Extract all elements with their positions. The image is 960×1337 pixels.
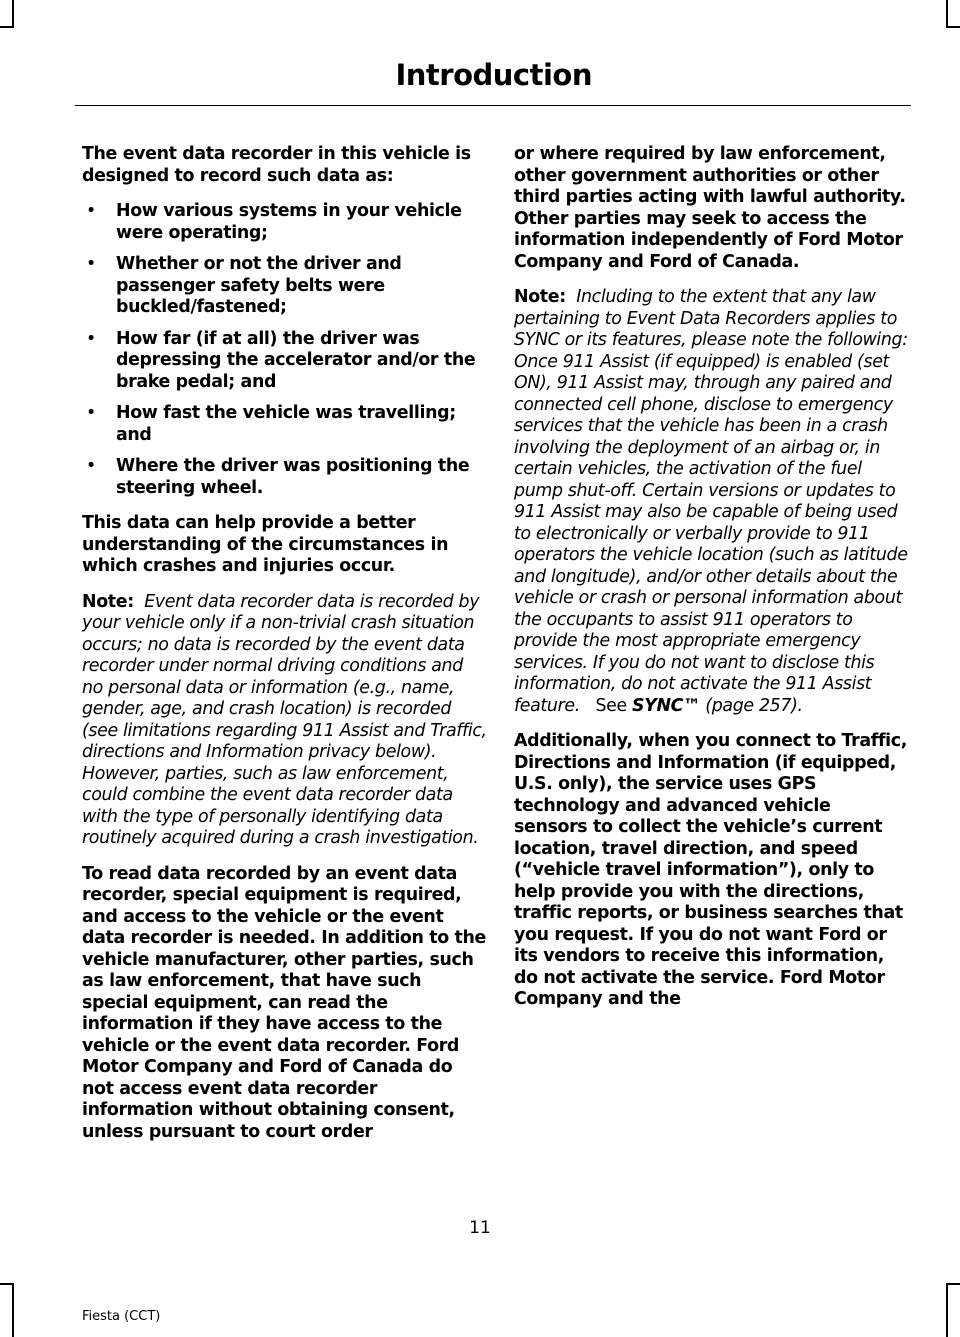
traffic-paragraph: Additionally, when you connect to Traffic, Directions and Information (if equipped, U.S. only), the service uses GPS technology and advanced vehicle sensors to collect the vehicle’s current location, travel direction, and speed (“vehicle travel information”), only to help provide you with the directions, traffic reports, or business searches that you request. If you do not want Ford or its vendors to receive this information, do not activate the service. Ford Motor Company and the: [514, 731, 907, 1009]
crop-mark: [946, 0, 948, 27]
bullet-icon: •: [86, 201, 96, 221]
understanding-paragraph: This data can help provide a better understanding of the circumstances in which crashes and injuries occur.: [82, 513, 449, 576]
bullet-icon: •: [86, 328, 96, 349]
list-item: • How far (if at all) the driver was depressing the accelerator and/or the brake pedal; and: [86, 328, 476, 392]
crop-mark: [946, 1283, 948, 1337]
page-reference: (page 257).: [705, 695, 803, 716]
crop-mark: [946, 1283, 960, 1285]
list-item: • How fast the vehicle was travelling; and: [86, 403, 456, 445]
footer-label: Fiesta (CCT): [82, 1309, 161, 1324]
recorded-data-list: [82, 201, 487, 499]
page-title: Introduction: [395, 58, 592, 92]
access-paragraph: To read data recorded by an event data recorder, special equipment is required, and access to the vehicle or the event data recorder is needed. In addition to the vehicle manufacturer, other parties, such as law enforcement, that have such special equipment, can read the information if they have access to the vehicle or the event data recorder. Ford Motor Company and Ford of Canada do not access event data recorder information without obtaining consent, unless pursuant to court order: [82, 863, 486, 1142]
list-item: • How various systems in your vehicle were operating;: [86, 201, 462, 243]
intro-paragraph: The event data recorder in this vehicle is designed to record such data as:: [82, 144, 471, 186]
sync-link[interactable]: SYNC™: [632, 695, 701, 716]
header-divider: [75, 105, 911, 106]
left-column: [82, 144, 487, 1157]
note-label: Note:: [514, 287, 566, 307]
note-label: Note:: [82, 591, 134, 612]
list-item: • Whether or not the driver and passenger safety belts were buckled/fastened;: [86, 254, 402, 317]
see-reference: See SYNC™ (page 257).: [595, 695, 803, 716]
bullet-icon: •: [86, 254, 96, 274]
right-column: [514, 144, 908, 1025]
bullet-icon: •: [86, 456, 96, 476]
crop-mark: [0, 26, 14, 28]
crop-mark: [12, 1283, 14, 1337]
page-number: 11: [469, 1218, 491, 1238]
note-text: Event data recorder data is recorded by your vehicle only if a non-trivial crash situation occurs; no data is recorded by the event data recorder under normal driving conditions and no personal data or information (e.g., name, gender, age, and crash location) is recorded (see limitations regarding 911 Assist and Traffic, directions and Information privacy below). However, parties, such as law enforcement, could combine the event data recorder data with the type of personally identifying data routinely acquired during a crash investigation.: [82, 591, 487, 848]
note-text: Including to the extent that any law pertaining to Event Data Recorders applies to SYNC or its features, please note the following: Once 911 Assist (if equipped) is enabled (set ON), 911 Assist may, through any paired and connected cell phone, disclose to emergency services that the vehicle has been in a crash involving the deployment of an airbag or, in certain vehicles, the activation of the fuel pump shut-off. Certain versions or updates to 911 Assist may also be capable of being used to electronically or verbally provide to 911 operators the vehicle location (such as latitude and longitude), and/or other details about the vehicle or crash or personal information about the occupants to assist 911 operators to provide the most appropriate emergency services. If you do not want to disclose this information, do not activate the 911 Assist feature.: [514, 287, 908, 716]
list-item: • Where the driver was positioning the steering wheel.: [86, 456, 470, 498]
bullet-icon: •: [86, 403, 96, 423]
crop-mark: [946, 26, 960, 28]
note-paragraph: [514, 287, 908, 717]
crop-mark: [0, 1283, 14, 1285]
crop-mark: [12, 0, 14, 27]
continued-paragraph: or where required by law enforcement, other government authorities or other third parties acting with lawful authority. Other parties may seek to access the information independently of Ford Motor Company and Ford of Canada.: [514, 144, 906, 272]
note-paragraph: [82, 592, 487, 850]
